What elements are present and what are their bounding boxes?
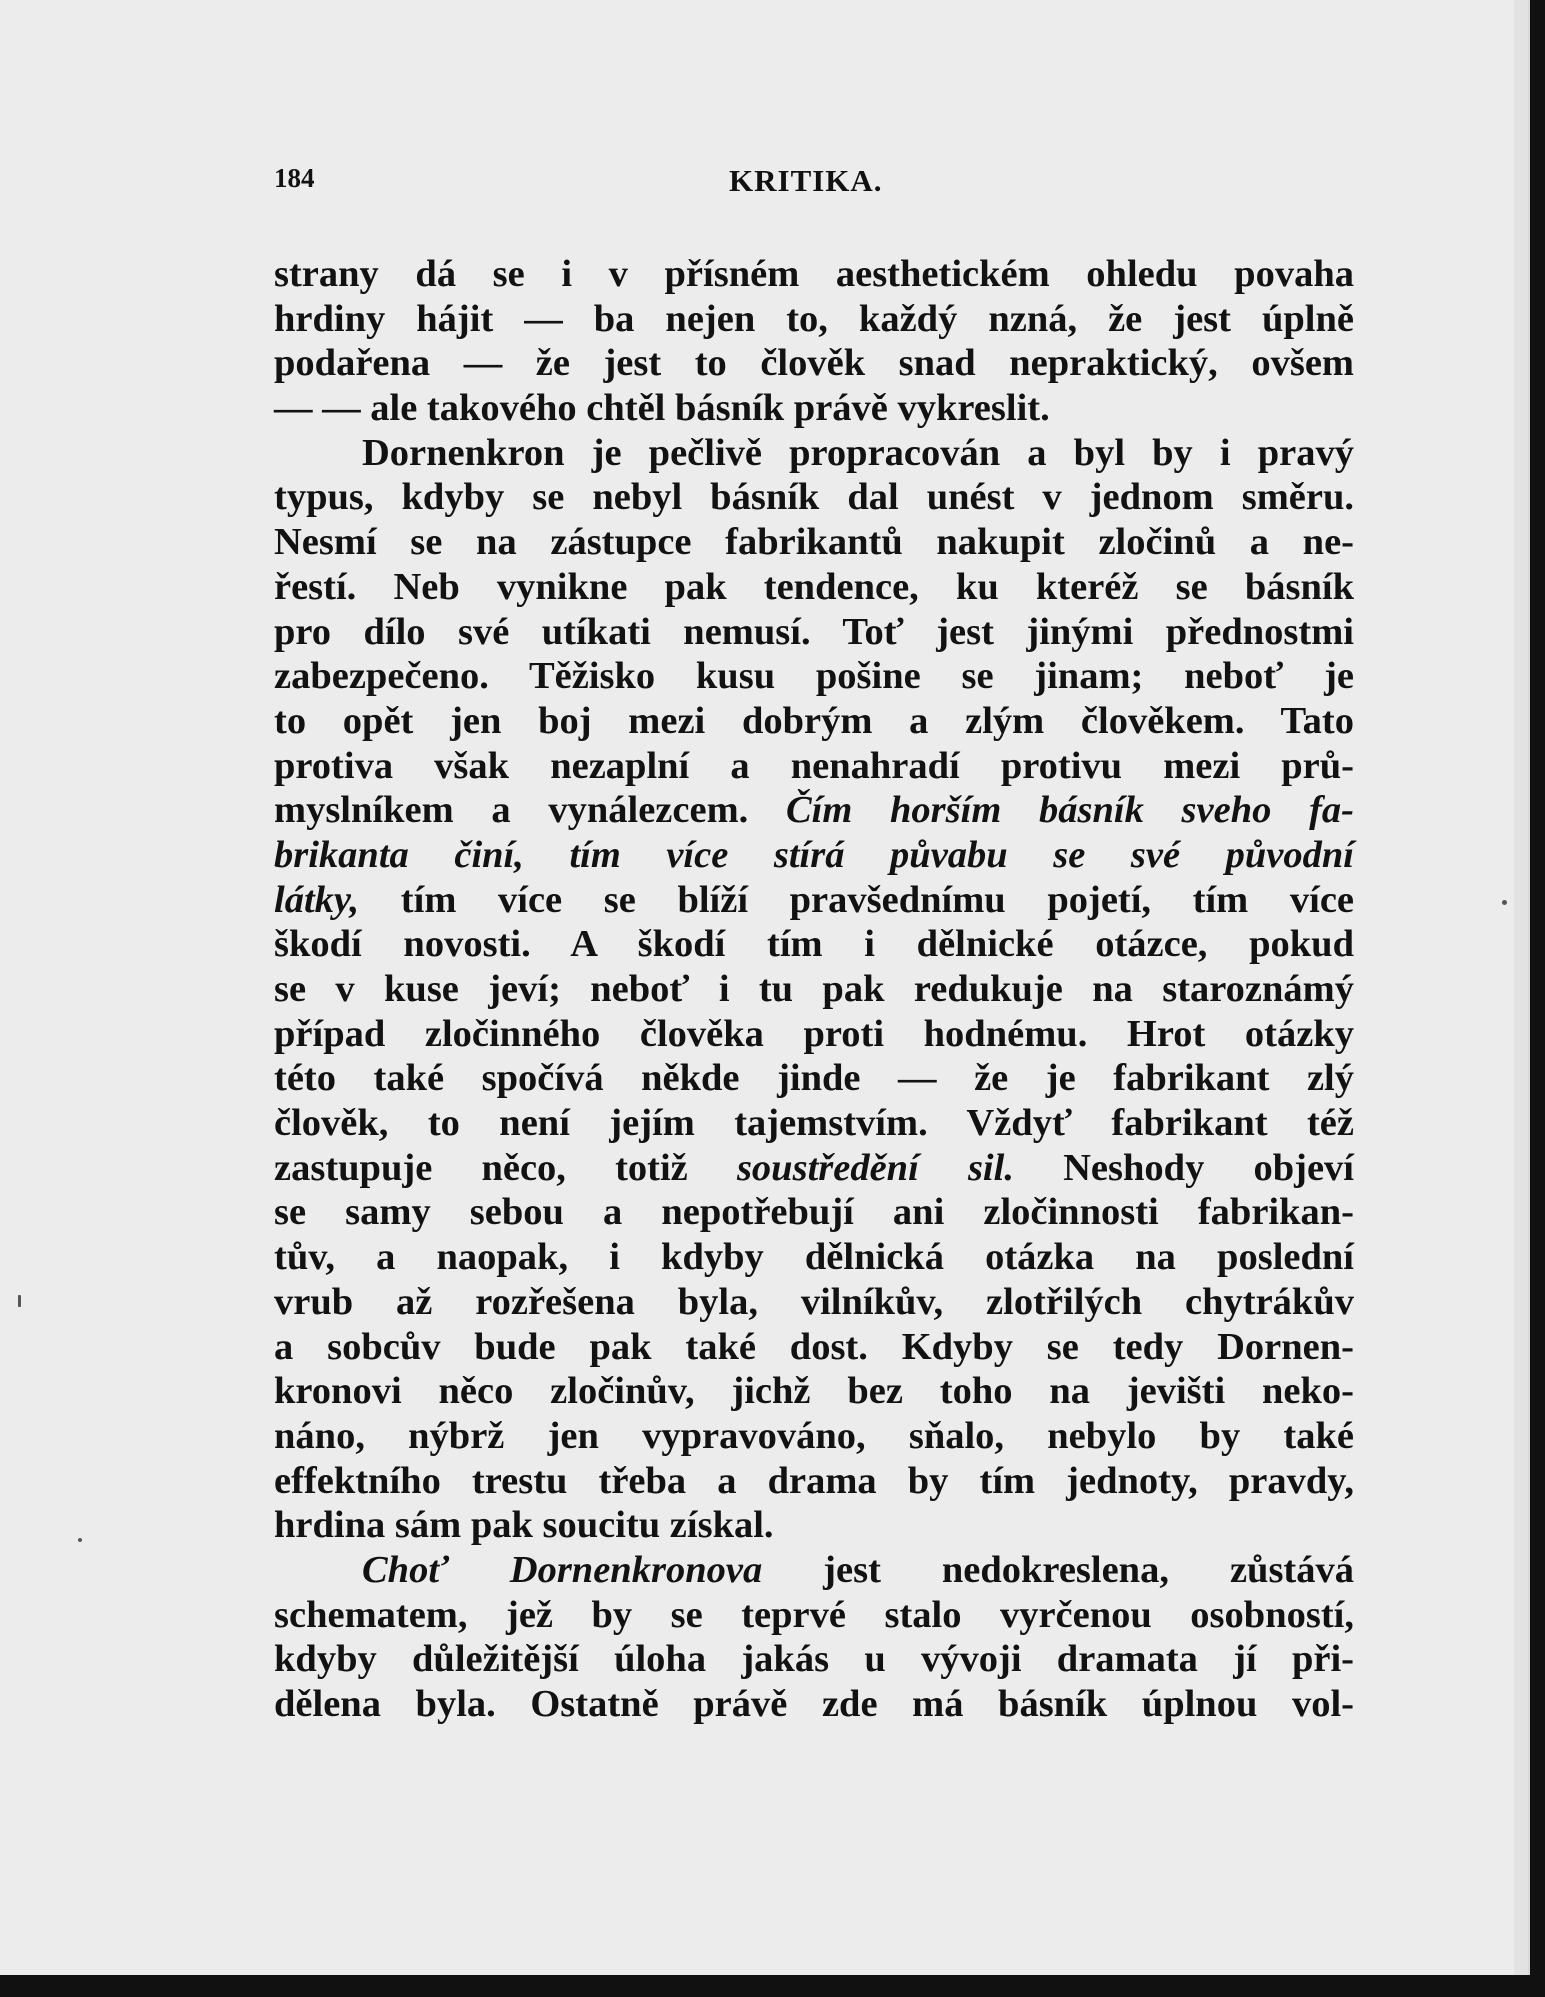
emphasis-text: Choť Dornenkronova	[362, 1548, 763, 1591]
text-line: člověk, to není jejím tajemstvím. Vždyť fabrikant též	[274, 1102, 1354, 1145]
text-line: podařena — že jest to člověk snad nepraktický, ovšem	[274, 342, 1354, 385]
running-head: KRITIKA.	[729, 163, 883, 198]
text-line: strany dá se i v přísném aesthetickém ohledu povaha	[274, 253, 1354, 295]
text-line: Nesmí se na zástupce fabrikantů nakupit zločinů a ne-	[274, 521, 1354, 564]
print-speck	[18, 1295, 21, 1307]
text-line: vrub až rozřešena byla, vilníkův, zlotřilých chytrákův	[274, 1280, 1354, 1323]
line-text: zastupuje něco, totiž	[274, 1146, 737, 1189]
print-speck	[78, 1538, 82, 1542]
line-text: tím více se blíží pravšednímu pojetí, tím více	[359, 878, 1354, 921]
emphasis-text: látky,	[274, 878, 360, 921]
text-line: kronovi něco zločinův, jichž bez toho na jevišti neko-	[274, 1370, 1354, 1413]
text-line: řestí. Neb vynikne pak tendence, ku kteréž se básník	[274, 565, 1354, 608]
text-line: to opět jen boj mezi dobrým a zlým člověkem. Tato	[274, 699, 1354, 742]
text-line-mixed	[274, 788, 1354, 833]
text-line: dělena byla. Ostatně právě zde má básník úplnou vol-	[274, 1683, 1354, 1725]
text-line: — — ale takového chtěl básník právě vykreslit.	[274, 387, 1050, 430]
text-line: Dornenkron je pečlivě propracován a byl by i pravý	[362, 431, 1354, 474]
emphasis-text: soustředění sil.	[736, 1146, 1014, 1189]
text-line: zabezpečeno. Těžisko kusu pošine se jinam; neboť je	[274, 655, 1354, 698]
text-line-mixed	[274, 1146, 1354, 1191]
text-line-mixed	[274, 1548, 1354, 1593]
text-line: se samy sebou a nepotřebují ani zločinnosti fabrikan-	[274, 1191, 1354, 1234]
line-text: jest nedokreslena, zůstává	[762, 1548, 1354, 1591]
text-line: schematem, jež by se teprvé stalo vyrčenou osobností,	[274, 1593, 1354, 1636]
text-line: a sobcův bude pak také dost. Kdyby se tedy Dornen-	[274, 1325, 1354, 1368]
text-line: případ zločinného člověka proti hodnému. Hrot otázky	[274, 1012, 1354, 1055]
emphasis-line: brikanta činí, tím více stírá půvabu se své původní	[274, 833, 1354, 876]
text-line: protiva však nezaplní a nenahradí protivu mezi prů-	[274, 744, 1354, 787]
text-line-mixed	[274, 878, 1354, 923]
text-line: škodí novosti. A škodí tím i dělnické otázce, pokud	[274, 923, 1354, 966]
text-line: této také spočívá někde jinde — že je fabrikant zlý	[274, 1057, 1354, 1100]
line-text: Neshody objeví	[1013, 1146, 1355, 1189]
text-line: pro dílo své utíkati nemusí. Toť jest jinými přednostmi	[274, 610, 1354, 653]
page-edge	[1514, 0, 1528, 1975]
text-line: typus, kdyby se nebyl básník dal unést v jednom směru.	[274, 476, 1354, 519]
text-line: tův, a naopak, i kdyby dělnická otázka na poslední	[274, 1236, 1354, 1279]
print-speck	[1502, 900, 1507, 905]
page-number: 184	[274, 163, 315, 193]
text-line: náno, nýbrž jen vypravováno, sňalo, nebylo by také	[274, 1414, 1354, 1457]
body-text	[274, 252, 1354, 1727]
text-line: se v kuse jeví; neboť i tu pak redukuje na staroznámý	[274, 968, 1354, 1010]
line-text: myslníkem a vynálezcem.	[274, 789, 786, 832]
text-line: hrdiny hájit — ba nejen to, každý nzná, že jest úplně	[274, 297, 1354, 340]
text-line: kdyby důležitější úloha jakás u vývoji dramata jí při-	[274, 1638, 1354, 1681]
text-line: hrdina sám pak soucitu získal.	[274, 1504, 774, 1547]
text-line: effektního trestu třeba a drama by tím jednoty, pravdy,	[274, 1459, 1354, 1502]
page-header	[274, 163, 1354, 209]
emphasis-text: Čím horším básník sveho fa-	[785, 789, 1354, 832]
